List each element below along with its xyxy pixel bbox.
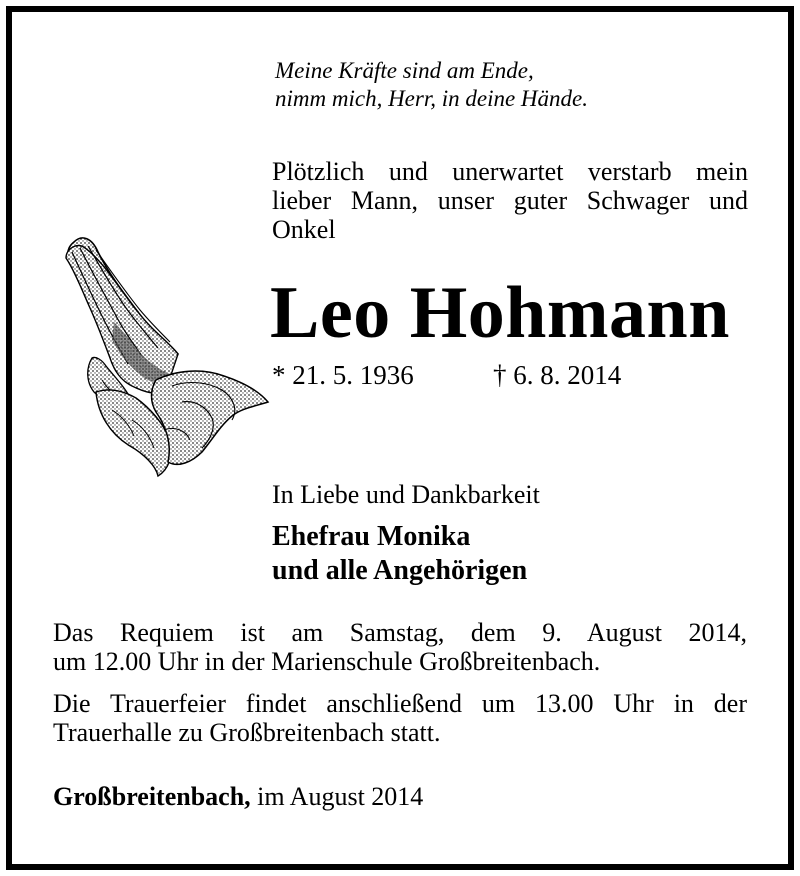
thanks-line: In Liebe und Dankbarkeit xyxy=(272,480,540,509)
motto-verse xyxy=(275,57,588,113)
funeral-line-1: Die Trauerfeier findet anschließend um 13.00 Uhr in der xyxy=(53,689,747,718)
intro-line-3: Onkel xyxy=(272,215,336,244)
motto-line-2: nimm mich, Herr, in deine Hände. xyxy=(275,86,589,111)
death-date: † 6. 8. 2014 xyxy=(493,360,622,390)
requiem-line-2: um 12.00 Uhr in der Marienschule Großbreitenbach. xyxy=(53,647,601,676)
place-and-date xyxy=(53,782,423,812)
mourner-line-2: und alle Angehörigen xyxy=(272,555,528,586)
motto-line-1: Meine Kräfte sind am Ende, xyxy=(275,58,534,83)
requiem-line-1: Das Requiem ist am Samstag, dem 9. August 2014, xyxy=(53,618,747,647)
intro-line-2: lieber Mann, unser guter Schwager und xyxy=(272,186,748,215)
funeral-line-2: Trauerhalle zu Großbreitenbach statt. xyxy=(53,718,441,747)
closing-date: im August 2014 xyxy=(257,782,424,811)
death-announcement-text xyxy=(272,157,748,244)
deceased-name: Leo Hohmann xyxy=(270,272,730,354)
mourner-line-1: Ehefrau Monika xyxy=(272,521,471,552)
requiem-paragraph xyxy=(53,618,747,676)
intro-line-1: Plötzlich und unerwartet verstarb mein xyxy=(272,157,748,186)
funeral-paragraph xyxy=(53,689,747,747)
mourners-names xyxy=(272,520,527,588)
praying-hands-icon xyxy=(52,230,270,482)
birth-date: * 21. 5. 1936 xyxy=(272,360,414,390)
closing-place: Großbreitenbach, xyxy=(53,782,251,811)
